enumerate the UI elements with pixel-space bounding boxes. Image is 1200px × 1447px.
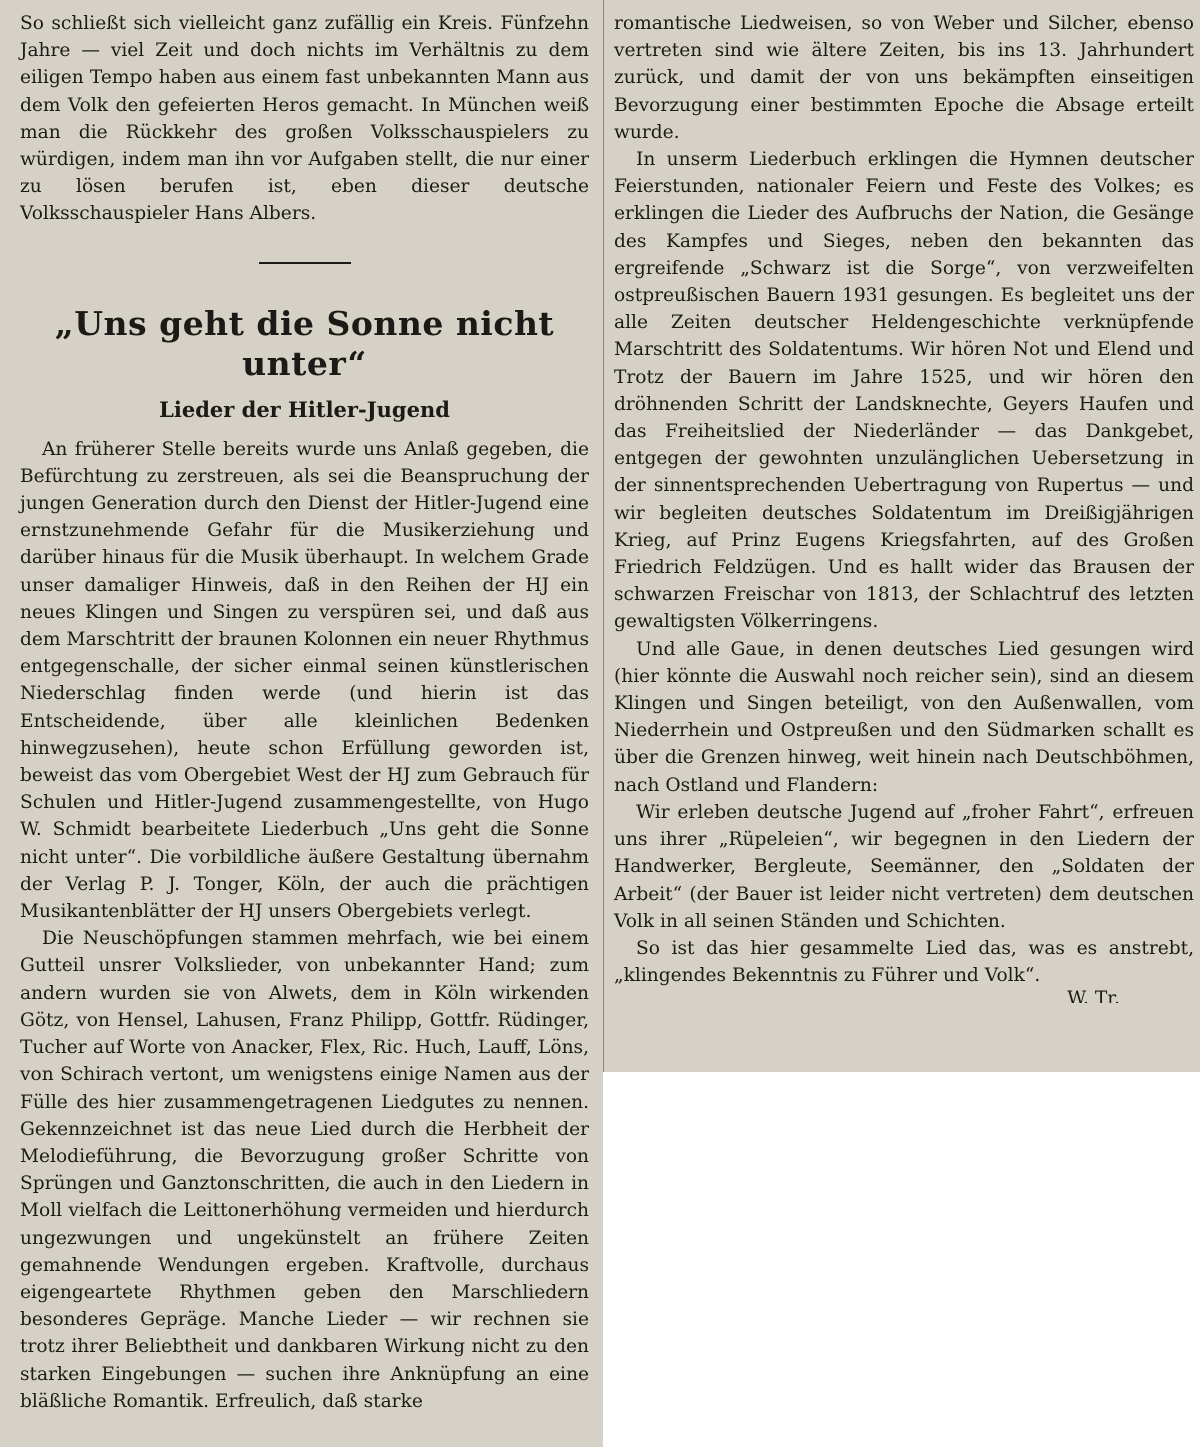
- article-headline: „Uns geht die Sonne nicht unter“: [54, 303, 555, 383]
- article-subheadline: Lieder der Hitler-Jugend: [159, 396, 450, 422]
- body-paragraph: An früherer Stelle bereits wurde uns Anlaß gegeben, die Befürchtung zu zerstreuen, als sei die Beanspruchung der jungen Generation durch den Dienst der Hitler-Jugend eine ernstzunehmende Gefahr für die Musikerziehung und darüber hinaus für die Musik überhaupt. In welchem Grade unser damaliger Hinweis, daß in den Reihen der HJ ein neues Klingen und Singen zu verspüren sei, und daß aus dem Marschtritt der braunen Kolonnen ein neuer Rhythmus entgegenschalle, der sicher einmal seinen künstlerischen Niederschlag finden werde (und hierin ist das Entscheidende, über alle kleinlichen Bedenken hinwegzusehen), heute schon Erfüllung geworden ist, beweist das vom Obergebiet West der HJ zum Gebrauch für Schulen und Hitler-Jugend zusammengestellte, von Hugo W. Schmidt bearbeitete Liederbuch „Uns geht die Sonne nicht unter“. Die vorbildliche äußere Gestaltung übernahm der Verlag P. J. Tonger, Köln, der auch die prächtigen Musikantenblätter der HJ unsers Obergebiets verlegt.: [20, 438, 589, 923]
- intro-paragraph: So schließt sich vielleicht ganz zufällig ein Kreis. Fünfzehn Jahre — viel Zeit und doch nichts im Verhältnis zu dem eiligen Tempo haben aus einem fast unbekannten Mann aus dem Volk den gefeierten Heros gemacht. In München weiß man die Rückkehr des großen Volksschauspielers zu würdigen, indem man ihn vor Aufgaben stellt, die nur einer zu lösen berufen ist, eben dieser deutsche Volksschauspieler Hans Albers.: [20, 13, 589, 225]
- body-paragraph: Und alle Gaue, in denen deutsches Lied gesungen wird (hier könnte die Auswahl noch reicher sein), sind an diesem Klingen und Singen beteiligt, von den Außenwallen, vom Niederrhein und Ostpreußen und den Südmarken schallt es über die Grenzen hinweg, weit hinein nach Deutschböhmen, nach Ostland und Flandern:: [614, 638, 1194, 796]
- author-signature: W. Tr.: [1067, 989, 1120, 1004]
- section-divider: [259, 262, 351, 264]
- body-paragraph: So ist das hier gesammelte Lied das, was es anstrebt, „klingendes Bekenntnis zu Führer und Volk“.: [614, 937, 1194, 987]
- body-paragraph: In unserm Liederbuch erklingen die Hymnen deutscher Feierstunden, nationaler Feiern und Feste des Volkes; es erklingen die Lieder des Aufbruchs der Nation, die Gesänge des Kampfes und Sieges, neben den bekannten das ergreifende „Schwarz ist die Sorge“, von verzweifelten ostpreußischen Bauern 1931 gesungen. Es begleitet uns der alle Zeiten deutscher Heldengeschichte verknüpfende Marschtritt des Soldatentums. Wir hören Not und Elend und Trotz der Bauern im Jahre 1525, und wir hören den dröhnenden Schritt der Landsknechte, Geyers Haufen und das Freiheitslied der Niederländer — das Dankgebet, entgegen der gewohnten unzulänglichen Uebersetzung in der sinnentsprechenden Uebertragung von Rupertus — und wir begleiten deutsches Soldatentum im Dreißigjährigen Krieg, auf Prinz Eugens Kriegsfahrten, auf des Großen Friedrich Feldzügen. Und es hallt wider das Brausen der schwarzen Freischar von 1813, der Schlachtruf des letzten gewaltigsten Völkerringens.: [614, 149, 1194, 633]
- blank-area: [603, 1072, 1200, 1447]
- body-paragraph: Die Neuschöpfungen stammen mehrfach, wie bei einem Gutteil unsrer Volkslieder, von unbekannter Hand; zum andern wurden sie von Alwets, dem in Köln wirkenden Götz, von Hensel, Lahusen, Franz Philipp, Gottfr. Rüdinger, Tucher auf Worte von Anacker, Flex, Ric. Huch, Lauff, Löns, von Schirach vertont, um wenigstens einige Namen aus der Fülle des hier zusammengetragenen Liedgutes zu nennen. Gekennzeichnet ist das neue Lied durch die Herbheit der Melodieführung, die Bevorzugung großer Schritte von Sprüngen und Ganztonschritten, die auch in den Liedern in Moll vielfach die Leittonerhöhung vermeiden und hierdurch ungezwungen und ungekünstelt an frühere Zeiten gemahnende Wendungen ergeben. Kraftvolle, durchaus eigengeartete Rhythmen geben den Marschliedern besonderes Gepräge. Manche Lieder — wir rechnen sie trotz ihrer Beliebtheit und dankbaren Wirkung nicht zu den starken Eingebungen — suchen ihre Anknüpfung an eine bläßliche Romantik. Erfreulich, daß starke: [20, 928, 589, 1412]
- body-paragraph: Wir erleben deutsche Jugend auf „froher Fahrt“, erfreuen uns ihrer „Rüpeleien“, wir begegnen in den Liedern der Handwerker, Bergleute, Seemänner, den „Soldaten der Arbeit“ (der Bauer ist leider nicht vertreten) dem deutschen Volk in all seinen Ständen und Schichten.: [614, 801, 1194, 932]
- right-column: [603, 0, 1200, 1072]
- body-paragraph: romantische Liedweisen, so von Weber und Silcher, ebenso vertreten sind wie ältere Zeiten, bis ins 13. Jahrhundert zurück, und damit der von uns bekämpften einseitigen Bevorzugung einer bestimmten Epoche die Absage erteilt wurde.: [614, 13, 1194, 143]
